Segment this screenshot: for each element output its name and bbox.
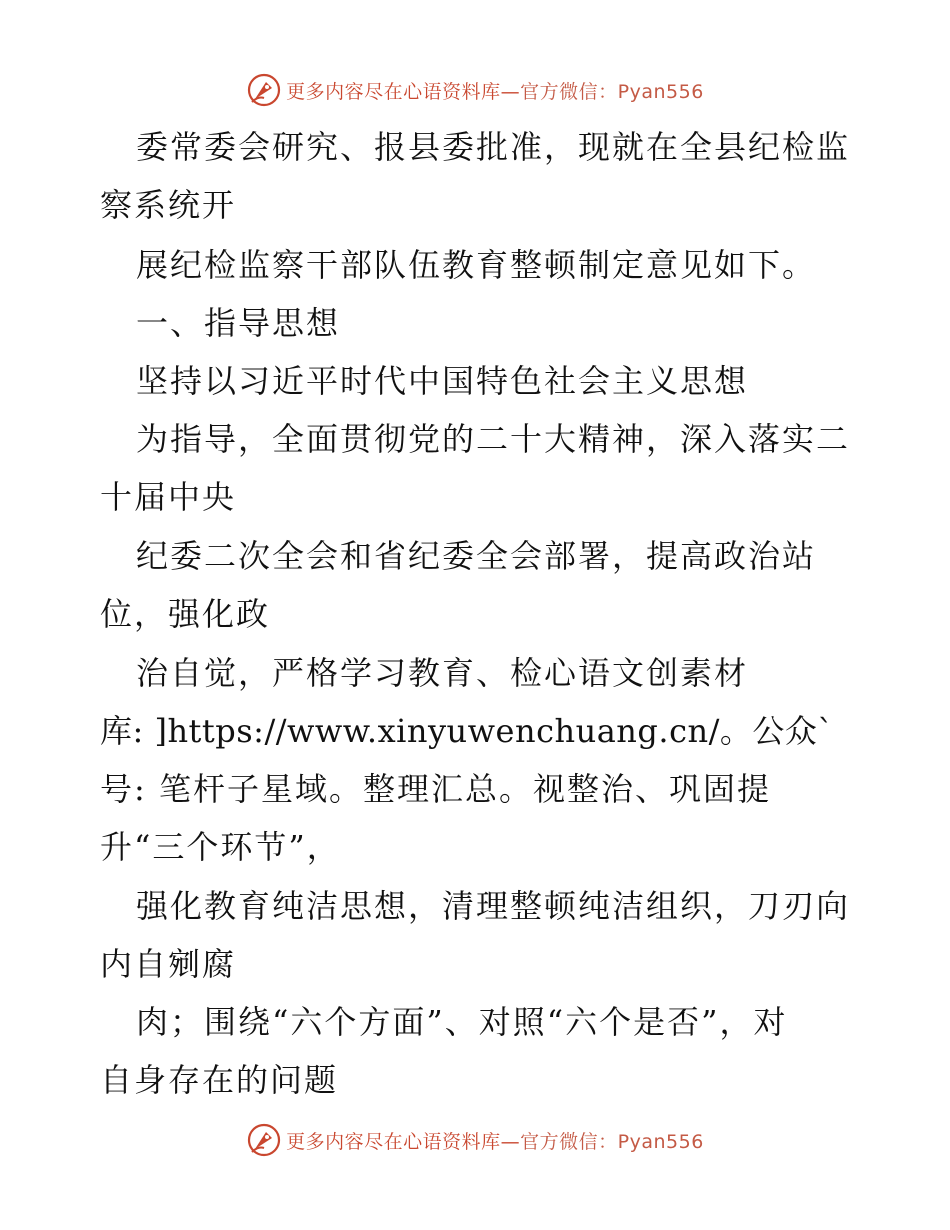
- text-line: 强化教育纯洁思想，清理整顿纯洁组织，刀刃向: [136, 887, 851, 925]
- section-heading: 一、指导思想: [136, 304, 341, 342]
- text-line: 库: ]https://www.xinyuwenchuang.cn/。公众`: [100, 712, 834, 750]
- text-line: 察系统开: [100, 186, 237, 224]
- text-line: 展纪检监察干部队伍教育整顿制定意见如下。: [136, 246, 817, 284]
- text-line: 内自剜腐: [100, 945, 237, 983]
- text-line: 号: 笔杆子星域。整理汇总。视整治、巩固提: [100, 770, 771, 808]
- pen-nib-icon: [246, 1122, 282, 1158]
- text-line: 升“三个环节”，: [100, 828, 341, 866]
- text-line: 治自觉，严格学习教育、检心语文创素材: [136, 654, 749, 692]
- header-watermark: [0, 70, 950, 110]
- text-line: 十届中央: [100, 478, 237, 516]
- text-line: 肉；围绕“六个方面”、对照“六个是否”，对: [136, 1003, 788, 1041]
- text-line: 委常委会研究、报县委批准，现就在全县纪检监: [136, 128, 851, 166]
- text-line: 纪委二次全会和省纪委全会部署，提高政治站: [136, 537, 817, 575]
- watermark-text: 更多内容尽在心语资料库—官方微信：Pyan556: [286, 80, 704, 103]
- watermark-text: 更多内容尽在心语资料库—官方微信：Pyan556: [286, 1130, 704, 1153]
- text-line: 为指导，全面贯彻党的二十大精神，深入落实二: [136, 420, 851, 458]
- pen-nib-icon: [246, 72, 282, 108]
- text-line: 坚持以习近平时代中国特色社会主义思想: [136, 362, 749, 400]
- text-line: 自身存在的问题: [100, 1061, 339, 1099]
- text-line: 位，强化政: [100, 595, 271, 633]
- footer-watermark: [0, 1120, 950, 1160]
